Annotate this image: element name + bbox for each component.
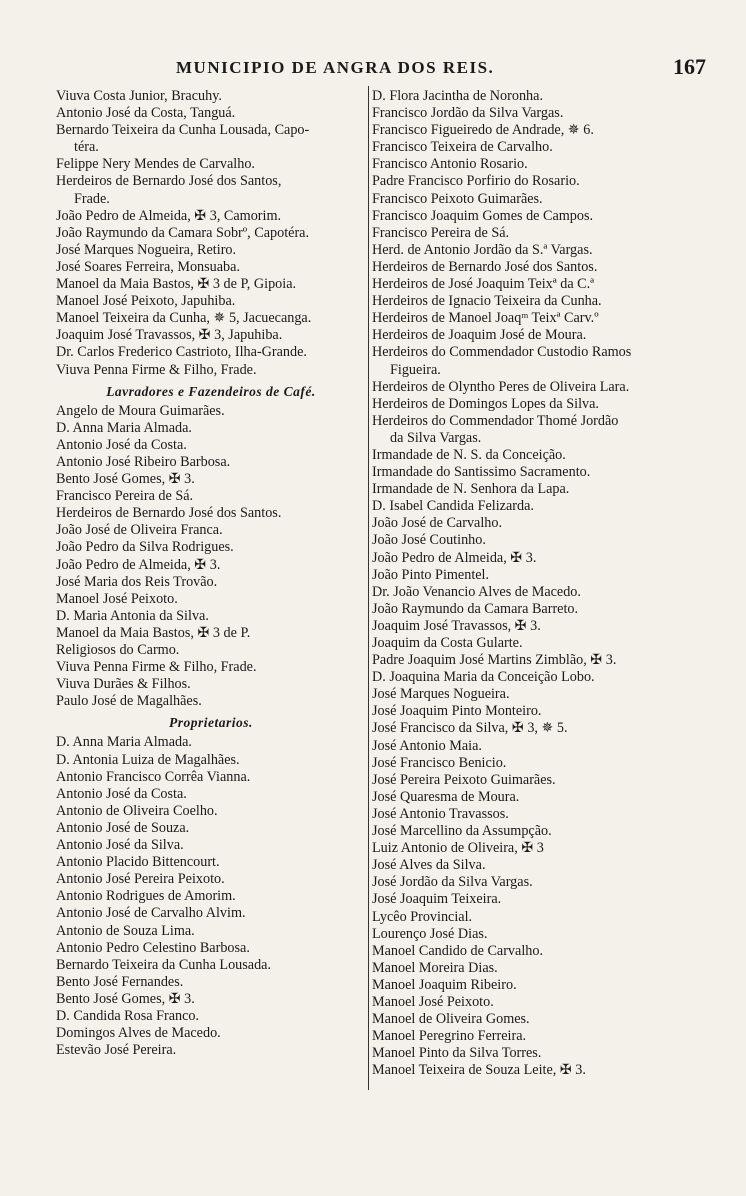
column-divider — [368, 86, 369, 1090]
list-entry: Paulo José de Magalhães. — [56, 693, 202, 710]
list-entry: Bento José Fernandes. — [56, 973, 184, 990]
list-entry: João Pedro de Almeida, ✠ 3. — [56, 556, 221, 573]
list-entry: Antonio Placido Bittencourt. — [56, 854, 220, 871]
list-entry: Irmandade de N. Senhora da Lapa. — [372, 481, 570, 498]
list-entry: Herdeiros de Bernardo José dos Santos. — [56, 505, 282, 522]
list-entry: Joaquim José Travassos, ✠ 3. — [372, 617, 541, 634]
list-entry: João José Coutinho. — [372, 532, 486, 549]
list-entry: Manoel da Maia Bastos, ✠ 3 de P, Gipoia. — [56, 276, 297, 293]
list-entry: Antonio José Ribeiro Barbosa. — [56, 453, 231, 470]
list-entry: José Marques Nogueira. — [372, 686, 510, 703]
list-entry: João Raymundo da Camara Barreto. — [372, 600, 579, 617]
list-entry: D. Candida Rosa Franco. — [56, 1007, 200, 1024]
list-entry: Estevão José Pereira. — [56, 1042, 177, 1059]
list-entry: José Marques Nogueira, Retiro. — [56, 241, 237, 258]
list-entry: Francisco Pereira de Sá. — [56, 488, 194, 505]
list-entry: D. Anna Maria Almada. — [56, 734, 192, 751]
list-entry: Figueira. — [390, 361, 441, 378]
list-entry: Francisco Pereira de Sá. — [372, 224, 510, 241]
list-entry: Herdeiros de Joaquim José de Moura. — [372, 327, 587, 344]
list-entry: Herdeiros do Commendador Custodio Ramos — [372, 344, 632, 361]
list-entry: Domingos Alves de Macedo. — [56, 1025, 221, 1042]
list-entry: Francisco Figueiredo de Andrade, ✵ 6. — [372, 122, 594, 139]
list-entry: José Antonio Maia. — [372, 737, 482, 754]
list-entry: Viuva Durães & Filhos. — [56, 676, 191, 693]
list-entry: Religiosos do Carmo. — [56, 642, 180, 658]
list-entry: Joaquim José Travassos, ✠ 3, Japuhiba. — [56, 327, 283, 344]
list-entry: Antonio José Pereira Peixoto. — [56, 871, 225, 888]
list-entry: Manoel Pinto da Silva Torres. — [372, 1045, 542, 1062]
list-entry: Manoel José Peixoto. — [56, 590, 178, 607]
list-entry: Viuva Costa Junior, Bracuhy. — [56, 88, 222, 104]
list-entry: Dr. João Venancio Alves de Macedo. — [372, 583, 581, 600]
list-entry: Viuva Penna Firme & Filho, Frade. — [56, 361, 257, 378]
list-entry: Irmandade de N. S. da Conceição. — [372, 446, 566, 463]
list-entry: João Raymundo da Camara Sobrº, Capotéra. — [56, 224, 310, 241]
list-entry: José Maria dos Reis Trovão. — [56, 573, 218, 590]
left-list-part1 — [56, 88, 366, 379]
list-entry: Antonio Rodrigues de Amorim. — [56, 888, 236, 905]
page-title: MUNICIPIO DE ANGRA DOS REIS. — [176, 58, 495, 77]
list-entry: D. Maria Antonia da Silva. — [56, 607, 209, 624]
list-entry: Felippe Nery Mendes de Carvalho. — [56, 156, 255, 173]
list-entry: Manoel Candido de Carvalho. — [372, 942, 543, 959]
list-entry: Manoel José Peixoto, Japuhiba. — [56, 293, 236, 310]
list-entry: Lourenço José Dias. — [372, 925, 488, 942]
list-entry: Padre Francisco Porfirio do Rosario. — [372, 173, 580, 190]
list-entry: Antonio José de Carvalho Alvim. — [56, 905, 246, 922]
list-entry: D. Anna Maria Almada. — [56, 419, 192, 436]
list-entry: João Pinto Pimentel. — [372, 566, 490, 583]
list-entry: Francisco Antonio Rosario. — [372, 156, 528, 173]
list-entry: Herd. de Antonio Jordão da S.ª Vargas. — [372, 241, 593, 258]
list-entry: téra. — [74, 139, 99, 156]
list-entry: D. Antonia Luiza de Magalhães. — [56, 751, 240, 768]
list-entry: João José de Carvalho. — [372, 515, 503, 532]
list-entry: Manoel Teixeira de Souza Leite, ✠ 3. — [372, 1062, 586, 1079]
list-entry: Francisco Joaquim Gomes de Campos. — [372, 207, 594, 224]
section-heading-lavradores: Lavradores e Fazendeiros de Café. — [106, 383, 316, 399]
list-entry: Francisco Jordão da Silva Vargas. — [372, 105, 564, 122]
list-entry: Antonio de Souza Lima. — [56, 922, 195, 939]
list-entry: Antonio Francisco Corrêa Vianna. — [56, 768, 251, 785]
list-entry: Antonio José da Silva. — [56, 837, 184, 854]
list-entry: José Francisco Benicio. — [372, 754, 507, 771]
list-entry: José Quaresma de Moura. — [372, 788, 520, 805]
list-entry: João Pedro da Silva Rodrigues. — [56, 539, 234, 556]
list-entry: Irmandade do Santissimo Sacramento. — [372, 464, 591, 481]
list-entry: José Marcellino da Assumpção. — [372, 823, 552, 840]
list-entry: Antonio José da Costa. — [56, 785, 187, 802]
list-entry: Bento José Gomes, ✠ 3. — [56, 471, 195, 488]
list-entry: Lycêo Provincial. — [372, 908, 473, 925]
list-entry: Manoel Moreira Dias. — [372, 959, 498, 976]
left-column — [56, 88, 366, 1059]
list-entry: D. Joaquina Maria da Conceição Lobo. — [372, 669, 595, 686]
list-entry: Antonio José da Costa, Tanguá. — [56, 105, 236, 122]
list-entry: José Francisco da Silva, ✠ 3, ✵ 5. — [372, 720, 568, 737]
list-entry: Herdeiros de Domingos Lopes da Silva. — [372, 395, 599, 412]
list-entry: José Soares Ferreira, Monsuaba. — [56, 258, 240, 275]
left-list-part3 — [56, 734, 366, 1059]
list-entry: Antonio José de Souza. — [56, 819, 190, 836]
list-entry: Dr. Carlos Frederico Castrioto, Ilha-Grande. — [56, 344, 307, 361]
section-heading-proprietarios: Proprietarios. — [169, 715, 253, 731]
list-entry: José Pereira Peixoto Guimarães. — [372, 771, 556, 788]
list-entry: Manoel Teixeira da Cunha, ✵ 5, Jacuecanga. — [56, 310, 312, 327]
list-entry: Herdeiros do Commendador Thomé Jordão — [372, 412, 619, 429]
list-entry: José Joaquim Pinto Monteiro. — [372, 703, 542, 720]
list-entry: Manoel Joaquim Ribeiro. — [372, 976, 517, 993]
list-entry: João Pedro de Almeida, ✠ 3. — [372, 549, 537, 566]
list-entry: Antonio Pedro Celestino Barbosa. — [56, 939, 250, 956]
list-entry: Antonio de Oliveira Coelho. — [56, 802, 218, 819]
list-entry: Bernardo Teixeira da Cunha Lousada, Capo- — [56, 122, 310, 139]
list-entry: Herdeiros de José Joaquim Teixª da C.ª — [372, 276, 595, 293]
list-entry: José Alves da Silva. — [372, 857, 486, 874]
list-entry: Manoel José Peixoto. — [372, 993, 494, 1010]
list-entry: Francisco Peixoto Guimarães. — [372, 190, 543, 207]
list-entry: D. Flora Jacintha de Noronha. — [372, 88, 543, 104]
list-entry: Viuva Penna Firme & Filho, Frade. — [56, 659, 257, 676]
left-list-part2 — [56, 403, 366, 711]
list-entry: João Pedro de Almeida, ✠ 3, Camorim. — [56, 207, 282, 224]
list-entry: Padre Joaquim José Martins Zimblão, ✠ 3. — [372, 652, 617, 669]
list-entry: Herdeiros de Ignacio Teixeira da Cunha. — [372, 293, 602, 310]
list-entry: João José de Oliveira Franca. — [56, 522, 223, 539]
list-entry: D. Isabel Candida Felizarda. — [372, 498, 534, 515]
page-number: 167 — [673, 54, 706, 79]
list-entry: Francisco Teixeira de Carvalho. — [372, 139, 553, 156]
list-entry: Herdeiros de Manoel Joaqᵐ Teixª Carv.º — [372, 310, 599, 327]
right-column — [372, 88, 690, 1079]
list-entry: Herdeiros de Bernardo José dos Santos. — [372, 258, 598, 275]
list-entry: Herdeiros de Bernardo José dos Santos, — [56, 173, 282, 190]
list-entry: José Jordão da Silva Vargas. — [372, 874, 533, 891]
list-entry: José Antonio Travassos. — [372, 805, 509, 822]
list-entry: Frade. — [74, 190, 110, 207]
list-entry: da Silva Vargas. — [390, 429, 482, 446]
list-entry: Bernardo Teixeira da Cunha Lousada. — [56, 956, 272, 973]
list-entry: Joaquim da Costa Gularte. — [372, 635, 523, 651]
list-entry: Angelo de Moura Guimarães. — [56, 402, 225, 419]
list-entry: Luiz Antonio de Oliveira, ✠ 3 — [372, 840, 544, 857]
list-entry: Manoel de Oliveira Gomes. — [372, 1011, 530, 1028]
list-entry: Manoel Peregrino Ferreira. — [372, 1028, 527, 1045]
list-entry: Herdeiros de Olyntho Peres de Oliveira Lara. — [372, 378, 630, 395]
list-entry: Manoel da Maia Bastos, ✠ 3 de P. — [56, 624, 251, 641]
list-entry: José Joaquim Teixeira. — [372, 891, 502, 908]
page-header — [56, 54, 706, 82]
list-entry: Antonio José da Costa. — [56, 436, 187, 453]
list-entry: Bento José Gomes, ✠ 3. — [56, 990, 195, 1007]
